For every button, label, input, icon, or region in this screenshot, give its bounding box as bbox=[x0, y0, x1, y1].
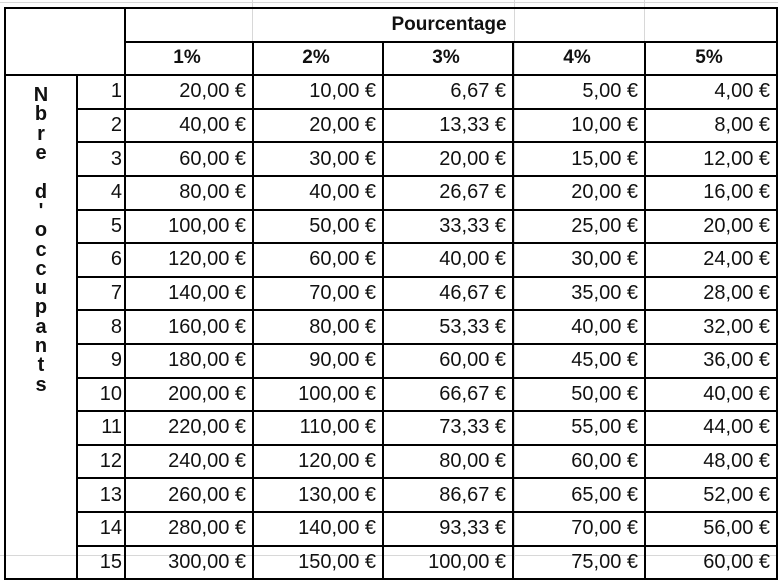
amount-cell[interactable]: 66,67 € bbox=[383, 378, 513, 412]
table-row bbox=[5, 277, 777, 311]
vertical-label-letter: c bbox=[35, 257, 47, 280]
occupant-count-cell[interactable]: 5 bbox=[77, 210, 125, 244]
occupant-count-cell[interactable]: 1 bbox=[77, 75, 125, 109]
amount-cell[interactable]: 30,00 € bbox=[253, 142, 383, 176]
occupant-count-cell[interactable]: 15 bbox=[77, 546, 125, 580]
amount-cell[interactable]: 60,00 € bbox=[645, 546, 777, 580]
amount-cell[interactable]: 160,00 € bbox=[125, 310, 253, 344]
occupant-count-cell[interactable]: 8 bbox=[77, 310, 125, 344]
amount-cell[interactable]: 16,00 € bbox=[645, 176, 777, 210]
amount-cell[interactable]: 32,00 € bbox=[645, 310, 777, 344]
occupant-count-cell[interactable]: 10 bbox=[77, 378, 125, 412]
percent-header-cell[interactable]: 4% bbox=[513, 42, 645, 76]
amount-cell[interactable]: 52,00 € bbox=[645, 478, 777, 512]
amount-cell[interactable]: 46,67 € bbox=[383, 277, 513, 311]
amount-cell[interactable]: 140,00 € bbox=[253, 512, 383, 546]
amount-cell[interactable]: 40,00 € bbox=[125, 109, 253, 143]
occupant-count-cell[interactable]: 6 bbox=[77, 243, 125, 277]
amount-cell[interactable]: 70,00 € bbox=[253, 277, 383, 311]
percent-header-cell[interactable]: 2% bbox=[253, 42, 383, 76]
amount-cell[interactable]: 20,00 € bbox=[513, 176, 645, 210]
amount-cell[interactable]: 100,00 € bbox=[253, 378, 383, 412]
vertical-label-letter: ' bbox=[38, 199, 44, 222]
amount-cell[interactable]: 8,00 € bbox=[645, 109, 777, 143]
vertical-label-letter: t bbox=[37, 354, 45, 377]
amount-cell[interactable]: 75,00 € bbox=[513, 546, 645, 580]
corner-cell[interactable] bbox=[5, 8, 125, 75]
vertical-label-letter: p bbox=[34, 296, 48, 319]
amount-cell[interactable]: 300,00 € bbox=[125, 546, 253, 580]
amount-cell[interactable]: 4,00 € bbox=[645, 75, 777, 109]
occupant-count-cell[interactable]: 12 bbox=[77, 445, 125, 479]
amount-cell[interactable]: 20,00 € bbox=[645, 210, 777, 244]
amount-cell[interactable]: 80,00 € bbox=[125, 176, 253, 210]
amount-cell[interactable]: 12,00 € bbox=[645, 142, 777, 176]
gridline bbox=[0, 2, 778, 3]
percent-header-cell[interactable]: 3% bbox=[383, 42, 513, 76]
table-row bbox=[5, 142, 777, 176]
percent-header-cell[interactable]: 5% bbox=[645, 42, 777, 76]
amount-cell[interactable]: 140,00 € bbox=[125, 277, 253, 311]
amount-cell[interactable]: 25,00 € bbox=[513, 210, 645, 244]
pourcentage-header[interactable]: Pourcentage bbox=[125, 8, 777, 42]
percentage-table bbox=[4, 7, 778, 580]
occupant-count-cell[interactable]: 4 bbox=[77, 176, 125, 210]
amount-cell[interactable]: 40,00 € bbox=[513, 310, 645, 344]
amount-cell[interactable]: 24,00 € bbox=[645, 243, 777, 277]
vertical-label-letter: N bbox=[33, 84, 49, 107]
amount-cell[interactable]: 36,00 € bbox=[645, 344, 777, 378]
amount-cell[interactable]: 60,00 € bbox=[383, 344, 513, 378]
amount-cell[interactable]: 40,00 € bbox=[645, 378, 777, 412]
amount-cell[interactable]: 10,00 € bbox=[253, 75, 383, 109]
amount-cell[interactable]: 15,00 € bbox=[513, 142, 645, 176]
nbre-occupants-label[interactable] bbox=[5, 75, 77, 579]
amount-cell[interactable]: 56,00 € bbox=[645, 512, 777, 546]
amount-cell[interactable]: 50,00 € bbox=[253, 210, 383, 244]
amount-cell[interactable]: 90,00 € bbox=[253, 344, 383, 378]
occupant-count-cell[interactable]: 13 bbox=[77, 478, 125, 512]
occupant-count-cell[interactable]: 3 bbox=[77, 142, 125, 176]
amount-cell[interactable]: 60,00 € bbox=[253, 243, 383, 277]
amount-cell[interactable]: 30,00 € bbox=[513, 243, 645, 277]
vertical-label-letter: o bbox=[34, 219, 48, 242]
amount-cell[interactable]: 44,00 € bbox=[645, 411, 777, 445]
table-row bbox=[5, 310, 777, 344]
table-row bbox=[5, 75, 777, 109]
table-row bbox=[5, 176, 777, 210]
occupant-count-cell[interactable]: 7 bbox=[77, 277, 125, 311]
amount-cell[interactable]: 260,00 € bbox=[125, 478, 253, 512]
amount-cell[interactable]: 280,00 € bbox=[125, 512, 253, 546]
amount-cell[interactable]: 28,00 € bbox=[645, 277, 777, 311]
amount-cell[interactable]: 86,67 € bbox=[383, 478, 513, 512]
amount-cell[interactable]: 180,00 € bbox=[125, 344, 253, 378]
amount-cell[interactable]: 120,00 € bbox=[253, 445, 383, 479]
percent-header-cell[interactable]: 1% bbox=[125, 42, 253, 76]
table-row bbox=[5, 411, 777, 445]
amount-cell[interactable]: 100,00 € bbox=[383, 546, 513, 580]
occupant-count-cell[interactable]: 2 bbox=[77, 109, 125, 143]
vertical-label-letter: r bbox=[37, 122, 45, 145]
amount-cell[interactable]: 53,33 € bbox=[383, 310, 513, 344]
vertical-label-letter: a bbox=[35, 315, 47, 338]
amount-cell[interactable]: 60,00 € bbox=[125, 142, 253, 176]
amount-cell[interactable]: 220,00 € bbox=[125, 411, 253, 445]
amount-cell[interactable]: 110,00 € bbox=[253, 411, 383, 445]
amount-cell[interactable]: 45,00 € bbox=[513, 344, 645, 378]
amount-cell[interactable]: 150,00 € bbox=[253, 546, 383, 580]
amount-cell[interactable]: 130,00 € bbox=[253, 478, 383, 512]
amount-cell[interactable]: 73,33 € bbox=[383, 411, 513, 445]
table-row bbox=[5, 109, 777, 143]
vertical-label-letter bbox=[6, 163, 76, 182]
amount-cell[interactable]: 20,00 € bbox=[383, 142, 513, 176]
table-row bbox=[5, 445, 777, 479]
vertical-label-letter: b bbox=[34, 103, 48, 126]
amount-cell[interactable]: 6,67 € bbox=[383, 75, 513, 109]
amount-cell[interactable]: 55,00 € bbox=[513, 411, 645, 445]
amount-cell[interactable]: 5,00 € bbox=[513, 75, 645, 109]
amount-cell[interactable]: 26,67 € bbox=[383, 176, 513, 210]
amount-cell[interactable]: 80,00 € bbox=[253, 310, 383, 344]
amount-cell[interactable]: 40,00 € bbox=[253, 176, 383, 210]
amount-cell[interactable]: 240,00 € bbox=[125, 445, 253, 479]
amount-cell[interactable]: 100,00 € bbox=[125, 210, 253, 244]
table-row bbox=[5, 546, 777, 580]
amount-cell[interactable]: 20,00 € bbox=[125, 75, 253, 109]
table-row bbox=[5, 378, 777, 412]
vertical-label-letter: c bbox=[35, 238, 47, 261]
occupant-count-cell[interactable]: 14 bbox=[77, 512, 125, 546]
amount-cell[interactable]: 40,00 € bbox=[383, 243, 513, 277]
amount-cell[interactable]: 20,00 € bbox=[253, 109, 383, 143]
table-body bbox=[5, 75, 777, 579]
amount-cell[interactable]: 80,00 € bbox=[383, 445, 513, 479]
amount-cell[interactable]: 35,00 € bbox=[513, 277, 645, 311]
amount-cell[interactable]: 13,33 € bbox=[383, 109, 513, 143]
table-row bbox=[5, 478, 777, 512]
vertical-label-letter: n bbox=[34, 335, 48, 358]
occupant-count-cell[interactable]: 9 bbox=[77, 344, 125, 378]
vertical-label-letter: d bbox=[34, 180, 48, 203]
amount-cell[interactable]: 200,00 € bbox=[125, 378, 253, 412]
amount-cell[interactable]: 93,33 € bbox=[383, 512, 513, 546]
amount-cell[interactable]: 60,00 € bbox=[513, 445, 645, 479]
amount-cell[interactable]: 65,00 € bbox=[513, 478, 645, 512]
table-row bbox=[5, 344, 777, 378]
vertical-label-letter: s bbox=[35, 373, 47, 396]
amount-cell[interactable]: 70,00 € bbox=[513, 512, 645, 546]
amount-cell[interactable]: 120,00 € bbox=[125, 243, 253, 277]
vertical-label-letter: e bbox=[35, 142, 47, 165]
table-row bbox=[5, 243, 777, 277]
amount-cell[interactable]: 33,33 € bbox=[383, 210, 513, 244]
amount-cell[interactable]: 50,00 € bbox=[513, 378, 645, 412]
table-row bbox=[5, 210, 777, 244]
amount-cell[interactable]: 48,00 € bbox=[645, 445, 777, 479]
occupant-count-cell[interactable]: 11 bbox=[77, 411, 125, 445]
vertical-label-letter: u bbox=[34, 277, 48, 300]
table-row bbox=[5, 512, 777, 546]
amount-cell[interactable]: 10,00 € bbox=[513, 109, 645, 143]
